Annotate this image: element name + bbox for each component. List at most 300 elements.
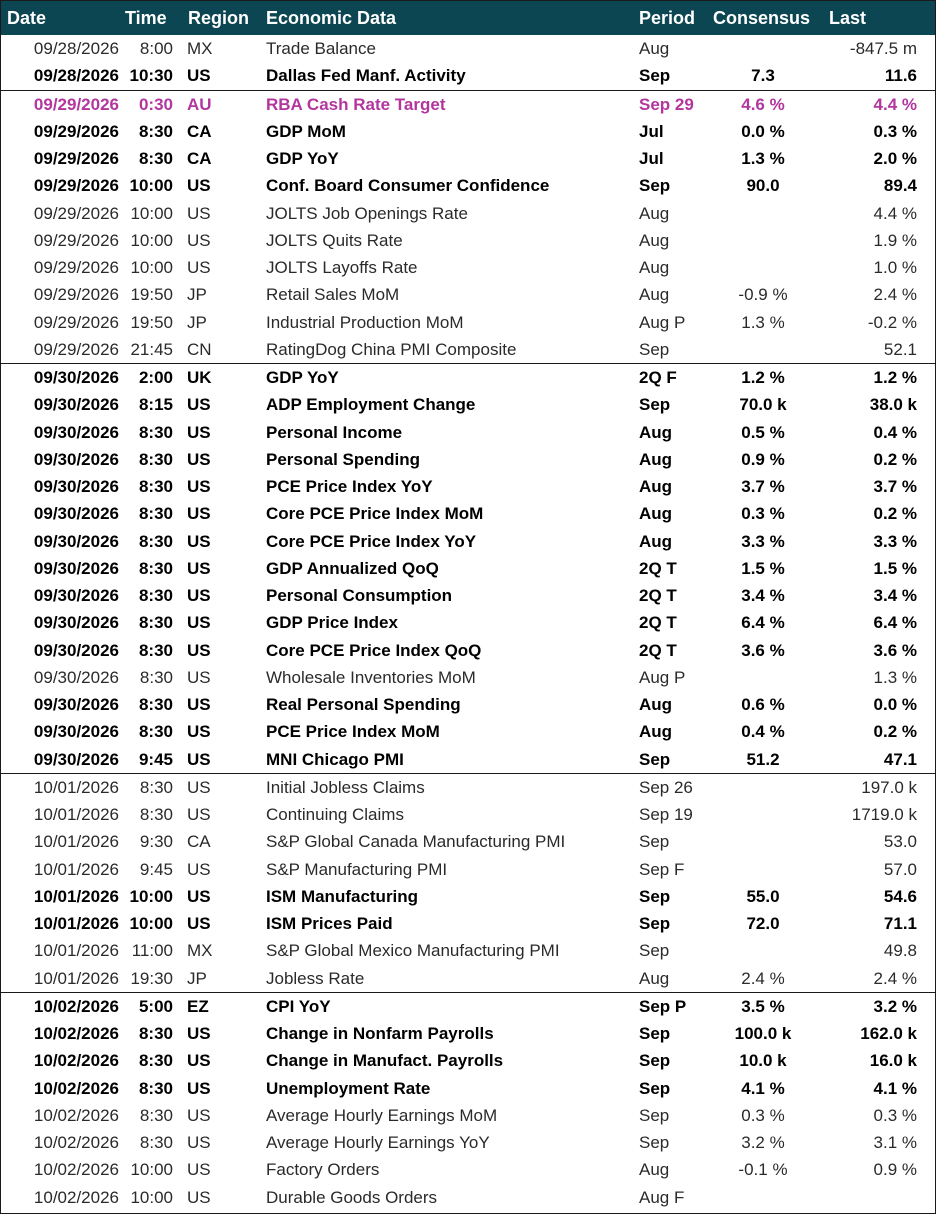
time-cell: 8:30 (138, 531, 173, 551)
column-header-last: Last (829, 8, 867, 28)
last-cell: 11.6 (884, 66, 917, 86)
time-cell: 9:45 (139, 859, 173, 879)
indicator-name-cell: PCE Price Index YoY (266, 477, 433, 496)
indicator-name-cell: Change in Manufact. Payrolls (266, 1051, 504, 1071)
consensus-cell: 55.0 (746, 886, 780, 906)
table-row (1, 90, 935, 118)
region-cell: US (187, 640, 211, 660)
region-cell: US (187, 1133, 211, 1152)
date-cell: 09/29/2026 (33, 94, 119, 114)
date-cell: 09/30/2026 (33, 477, 119, 496)
period-cell: 2Q T (639, 586, 677, 605)
indicator-name-cell: Core PCE Price Index QoQ (266, 640, 482, 660)
table-row (1, 446, 935, 473)
indicator-name-cell: JOLTS Quits Rate (266, 230, 403, 250)
date-cell: 10/01/2026 (33, 859, 119, 879)
period-cell: Aug P (639, 312, 686, 332)
date-cell: 09/29/2026 (33, 339, 119, 359)
period-cell: Sep (639, 1051, 671, 1071)
period-cell: Aug (639, 39, 670, 58)
indicator-name-cell: Wholesale Inventories MoM (266, 667, 476, 687)
last-cell: 53.0 (883, 832, 917, 852)
table-row (1, 637, 935, 664)
time-cell: 8:30 (138, 640, 173, 660)
last-cell: 0.3 % (873, 121, 917, 141)
consensus-cell: 1.5 % (741, 558, 785, 578)
indicator-name-cell: CPI YoY (266, 996, 331, 1016)
period-cell: Sep (639, 1024, 671, 1043)
last-cell: 0.4 % (873, 422, 917, 442)
table-row (1, 937, 935, 964)
indicator-name-cell: Dallas Fed Manf. Activity (266, 66, 466, 86)
region-cell: JP (187, 285, 207, 305)
table-row (1, 773, 935, 801)
period-cell: Aug (639, 203, 670, 223)
period-cell: Sep (639, 176, 671, 196)
consensus-cell: 51.2 (746, 749, 780, 769)
time-cell: 5:00 (138, 996, 173, 1016)
last-cell: 57.0 (883, 859, 917, 879)
period-cell: 2Q T (639, 640, 677, 660)
period-cell: Aug (639, 258, 670, 277)
date-cell: 10/02/2026 (33, 1051, 119, 1071)
table-row (1, 965, 935, 992)
last-cell: 3.2 % (873, 996, 917, 1016)
time-cell: 8:30 (138, 695, 173, 714)
region-cell: US (187, 1187, 211, 1207)
time-cell: 10:00 (130, 258, 173, 277)
last-cell: 16.0 k (869, 1051, 917, 1071)
period-cell: Aug (639, 968, 670, 988)
time-cell: 8:30 (139, 777, 173, 797)
region-cell: UK (187, 368, 212, 387)
indicator-name-cell: Personal Spending (266, 449, 420, 469)
period-cell: Aug (639, 285, 670, 305)
period-cell: 2Q T (639, 558, 677, 578)
time-cell: 0:30 (138, 94, 173, 114)
time-cell: 19:50 (130, 285, 173, 305)
region-cell: US (187, 176, 211, 196)
table-row (1, 883, 935, 910)
time-cell: 8:30 (138, 558, 173, 578)
last-cell: 89.4 (883, 176, 917, 196)
time-cell: 8:30 (138, 613, 173, 633)
table-body (1, 35, 935, 1211)
indicator-name-cell: JOLTS Layoffs Rate (266, 258, 418, 277)
indicator-name-cell: GDP YoY (266, 149, 339, 168)
time-cell: 8:30 (139, 805, 173, 824)
time-cell: 19:30 (130, 968, 173, 988)
last-cell: -847.5 m (849, 39, 917, 58)
date-cell: 09/30/2026 (33, 667, 119, 687)
table-row (1, 555, 935, 582)
period-cell: Sep (639, 886, 671, 906)
indicator-name-cell: Change in Nonfarm Payrolls (266, 1024, 494, 1043)
indicator-name-cell: GDP MoM (266, 121, 346, 141)
last-cell: 0.2 % (873, 449, 917, 469)
period-cell: Aug (639, 722, 673, 742)
indicator-name-cell: Conf. Board Consumer Confidence (266, 176, 550, 196)
date-cell: 09/30/2026 (33, 395, 119, 415)
region-cell: US (187, 1160, 211, 1180)
indicator-name-cell: MNI Chicago PMI (266, 749, 404, 769)
region-cell: US (187, 914, 211, 933)
region-cell: US (187, 859, 211, 879)
date-cell: 09/28/2026 (33, 66, 119, 86)
consensus-cell: 0.3 % (741, 1105, 785, 1125)
time-cell: 8:30 (139, 1105, 173, 1125)
table-row (1, 828, 935, 855)
time-cell: 8:30 (139, 1133, 173, 1152)
period-cell: 2Q T (639, 613, 677, 633)
period-cell: Aug P (639, 667, 686, 687)
consensus-cell: 90.0 (746, 176, 780, 196)
time-cell: 21:45 (130, 339, 173, 359)
period-cell: 2Q F (639, 368, 677, 387)
date-cell: 09/30/2026 (33, 504, 119, 524)
last-cell: 0.0 % (873, 695, 917, 714)
consensus-cell: 0.5 % (741, 422, 785, 442)
table-row (1, 200, 935, 227)
date-cell: 09/30/2026 (33, 449, 119, 469)
time-cell: 8:30 (138, 722, 173, 742)
indicator-name-cell: Continuing Claims (266, 805, 404, 824)
region-cell: MX (187, 39, 213, 58)
time-cell: 8:30 (138, 504, 173, 524)
table-row (1, 528, 935, 555)
region-cell: US (187, 667, 211, 687)
indicator-name-cell: ISM Manufacturing (266, 886, 419, 906)
date-cell: 09/29/2026 (33, 258, 119, 277)
date-cell: 09/29/2026 (33, 149, 119, 168)
table-row (1, 910, 935, 937)
region-cell: US (187, 258, 211, 277)
period-cell: Jul (639, 121, 664, 141)
time-cell: 10:00 (130, 230, 173, 250)
last-cell: -0.2 % (867, 312, 917, 332)
region-cell: CN (187, 339, 212, 359)
date-cell: 09/30/2026 (33, 531, 119, 551)
date-cell: 09/29/2026 (33, 121, 119, 141)
consensus-cell: 4.6 % (741, 94, 785, 114)
date-cell: 10/02/2026 (33, 1078, 119, 1098)
table-row (1, 992, 935, 1020)
last-cell: 1719.0 k (851, 805, 917, 824)
time-cell: 10:00 (129, 914, 173, 933)
time-cell: 8:30 (138, 586, 173, 605)
last-cell: 2.4 % (873, 968, 917, 988)
time-cell: 19:50 (130, 312, 173, 332)
table-row (1, 1156, 935, 1183)
last-cell: 1.5 % (873, 558, 917, 578)
period-cell: Sep (639, 749, 671, 769)
date-cell: 10/01/2026 (33, 777, 119, 797)
period-cell: Sep P (639, 996, 687, 1016)
table-row (1, 254, 935, 281)
column-header-region: Region (188, 8, 249, 28)
time-cell: 10:30 (129, 66, 173, 86)
consensus-cell: -0.1 % (738, 1160, 788, 1180)
indicator-name-cell: Average Hourly Earnings YoY (266, 1133, 490, 1152)
indicator-name-cell: Initial Jobless Claims (266, 777, 425, 797)
column-header-date: Date (7, 8, 47, 28)
indicator-name-cell: Real Personal Spending (266, 695, 461, 714)
indicator-name-cell: Retail Sales MoM (266, 285, 400, 305)
indicator-name-cell: GDP YoY (266, 368, 339, 387)
time-cell: 11:00 (131, 941, 173, 961)
consensus-cell: 100.0 k (734, 1024, 792, 1043)
period-cell: Sep (639, 339, 670, 359)
indicator-name-cell: Durable Goods Orders (266, 1187, 438, 1207)
date-cell: 10/01/2026 (33, 914, 119, 933)
indicator-name-cell: ADP Employment Change (266, 395, 476, 415)
period-cell: Sep (639, 941, 670, 961)
time-cell: 8:30 (138, 477, 173, 496)
region-cell: US (187, 805, 211, 824)
indicator-name-cell: JOLTS Job Openings Rate (266, 203, 468, 223)
date-cell: 10/01/2026 (33, 941, 119, 961)
period-cell: Aug F (639, 1187, 685, 1207)
consensus-cell: -0.9 % (738, 285, 788, 305)
last-cell: 1.9 % (873, 230, 917, 250)
date-cell: 10/02/2026 (33, 1187, 119, 1207)
table-row (1, 1047, 935, 1074)
period-cell: Aug (639, 695, 673, 714)
date-cell: 09/30/2026 (33, 640, 119, 660)
indicator-name-cell: RBA Cash Rate Target (266, 94, 446, 114)
indicator-name-cell: Jobless Rate (266, 968, 365, 988)
indicator-name-cell: Unemployment Rate (266, 1078, 431, 1098)
date-cell: 10/01/2026 (33, 968, 119, 988)
table-row (1, 336, 935, 363)
date-cell: 09/30/2026 (33, 722, 119, 742)
date-cell: 09/30/2026 (33, 368, 119, 387)
indicator-name-cell: Personal Income (266, 422, 403, 442)
period-cell: Sep 19 (639, 805, 693, 824)
region-cell: US (187, 886, 211, 906)
column-header-period: Period (639, 8, 696, 28)
indicator-name-cell: Personal Consumption (266, 586, 453, 605)
date-cell: 10/02/2026 (33, 996, 119, 1016)
period-cell: Aug (639, 477, 673, 496)
period-cell: Sep (639, 914, 671, 933)
table-row (1, 172, 935, 199)
table-row (1, 856, 935, 883)
region-cell: US (187, 613, 211, 633)
table-row (1, 145, 935, 172)
region-cell: US (187, 1078, 211, 1098)
consensus-cell: 1.3 % (741, 312, 785, 332)
table-row (1, 309, 935, 336)
date-cell: 10/02/2026 (33, 1024, 119, 1043)
period-cell: Jul (639, 149, 664, 168)
table-row (1, 391, 935, 418)
time-cell: 8:30 (138, 1024, 173, 1043)
period-cell: Aug (639, 504, 673, 524)
region-cell: US (187, 777, 211, 797)
period-cell: Sep (639, 1105, 670, 1125)
region-cell: US (187, 558, 211, 578)
indicator-name-cell: RatingDog China PMI Composite (266, 339, 517, 359)
last-cell: 162.0 k (860, 1024, 917, 1043)
table-row (1, 1102, 935, 1129)
last-cell: 71.1 (883, 914, 917, 933)
indicator-name-cell: S&P Global Canada Manufacturing PMI (266, 832, 566, 852)
table-row (1, 746, 935, 773)
region-cell: US (187, 449, 211, 469)
indicator-name-cell: PCE Price Index MoM (266, 722, 440, 742)
date-cell: 09/28/2026 (33, 39, 119, 58)
region-cell: US (187, 749, 211, 769)
table-header (1, 1, 935, 35)
time-cell: 2:00 (138, 368, 173, 387)
time-cell: 10:00 (130, 1187, 173, 1207)
region-cell: US (187, 230, 211, 250)
date-cell: 09/30/2026 (33, 422, 119, 442)
period-cell: Aug (639, 422, 673, 442)
period-cell: Sep 26 (639, 777, 693, 797)
consensus-cell: 3.4 % (741, 586, 785, 605)
last-cell: 52.1 (883, 339, 917, 359)
date-cell: 09/29/2026 (33, 176, 119, 196)
column-header-consensus: Consensus (713, 8, 811, 28)
consensus-cell: 10.0 k (739, 1051, 787, 1071)
table-row (1, 500, 935, 527)
date-cell: 09/30/2026 (33, 749, 119, 769)
region-cell: AU (187, 94, 212, 114)
last-cell: 3.1 % (873, 1133, 917, 1152)
last-cell: 1.2 % (873, 368, 917, 387)
region-cell: US (187, 722, 211, 742)
time-cell: 8:30 (138, 1051, 173, 1071)
time-cell: 8:15 (138, 395, 173, 415)
table-row (1, 1020, 935, 1047)
table-row (1, 227, 935, 254)
date-cell: 10/02/2026 (33, 1160, 119, 1180)
date-cell: 10/02/2026 (33, 1105, 119, 1125)
table-row (1, 609, 935, 636)
table-row (1, 62, 935, 89)
table-row (1, 281, 935, 308)
indicator-name-cell: Core PCE Price Index YoY (266, 531, 477, 551)
consensus-cell: 3.3 % (741, 531, 785, 551)
indicator-name-cell: S&P Manufacturing PMI (266, 859, 448, 879)
time-cell: 8:00 (139, 39, 173, 58)
date-cell: 09/30/2026 (33, 586, 119, 605)
consensus-cell: 1.2 % (741, 368, 785, 387)
last-cell: 2.0 % (873, 149, 917, 168)
table-row (1, 801, 935, 828)
period-cell: Aug (639, 230, 670, 250)
table-row (1, 1184, 935, 1211)
time-cell: 8:30 (138, 149, 173, 168)
region-cell: US (187, 477, 211, 496)
last-cell: 4.4 % (873, 94, 917, 114)
consensus-cell: 0.6 % (741, 695, 785, 714)
period-cell: Sep (639, 1078, 671, 1098)
last-cell: 54.6 (883, 886, 917, 906)
region-cell: CA (187, 121, 212, 141)
region-cell: MX (187, 941, 213, 961)
region-cell: JP (187, 312, 207, 332)
indicator-name-cell: Industrial Production MoM (266, 312, 464, 332)
time-cell: 8:30 (138, 449, 173, 469)
time-cell: 8:30 (138, 422, 173, 442)
date-cell: 09/30/2026 (33, 613, 119, 633)
table-row (1, 35, 935, 62)
date-cell: 09/30/2026 (33, 695, 119, 714)
period-cell: Sep (639, 832, 670, 852)
period-cell: Sep (639, 66, 671, 86)
consensus-cell: 72.0 (746, 914, 780, 933)
last-cell: 47.1 (883, 749, 917, 769)
last-cell: 197.0 k (861, 777, 917, 797)
region-cell: US (187, 203, 211, 223)
region-cell: EZ (187, 996, 209, 1016)
column-header-time: Time (125, 8, 167, 28)
indicator-name-cell: Factory Orders (266, 1160, 380, 1180)
last-cell: 4.4 % (873, 203, 917, 223)
table-row (1, 473, 935, 500)
table-row (1, 118, 935, 145)
time-cell: 10:00 (129, 886, 173, 906)
date-cell: 10/01/2026 (33, 832, 119, 852)
consensus-cell: 3.6 % (741, 640, 785, 660)
region-cell: US (187, 66, 211, 86)
date-cell: 09/29/2026 (33, 285, 119, 305)
indicator-name-cell: Average Hourly Earnings MoM (266, 1105, 498, 1125)
region-cell: US (187, 395, 211, 415)
consensus-cell: 3.5 % (741, 996, 785, 1016)
indicator-name-cell: GDP Annualized QoQ (266, 558, 439, 578)
table-row (1, 664, 935, 691)
table-row (1, 1075, 935, 1102)
consensus-cell: 4.1 % (741, 1078, 785, 1098)
period-cell: Aug (639, 449, 673, 469)
consensus-cell: 0.3 % (741, 504, 785, 524)
last-cell: 38.0 k (869, 395, 917, 415)
last-cell: 0.2 % (873, 722, 917, 742)
time-cell: 9:45 (138, 749, 173, 769)
time-cell: 10:00 (129, 176, 173, 196)
region-cell: CA (187, 832, 211, 852)
consensus-cell: 0.4 % (741, 722, 785, 742)
region-cell: US (187, 1105, 211, 1125)
period-cell: Aug (639, 1160, 670, 1180)
table-row (1, 718, 935, 745)
date-cell: 09/29/2026 (33, 230, 119, 250)
consensus-cell: 7.3 (751, 66, 775, 86)
indicator-name-cell: GDP Price Index (266, 613, 398, 633)
last-cell: 0.9 % (873, 1160, 917, 1180)
region-cell: US (187, 422, 211, 442)
consensus-cell: 3.2 % (741, 1133, 785, 1152)
time-cell: 8:30 (138, 121, 173, 141)
time-cell: 8:30 (138, 1078, 173, 1098)
table-row (1, 582, 935, 609)
period-cell: Sep (639, 395, 671, 415)
region-cell: US (187, 1051, 211, 1071)
consensus-cell: 2.4 % (741, 968, 785, 988)
last-cell: 2.4 % (873, 285, 917, 305)
consensus-cell: 0.0 % (741, 121, 785, 141)
last-cell: 1.0 % (873, 258, 917, 277)
region-cell: US (187, 531, 211, 551)
consensus-cell: 1.3 % (741, 149, 785, 168)
date-cell: 09/29/2026 (33, 203, 119, 223)
last-cell: 3.7 % (873, 477, 917, 496)
indicator-name-cell: ISM Prices Paid (266, 914, 393, 933)
